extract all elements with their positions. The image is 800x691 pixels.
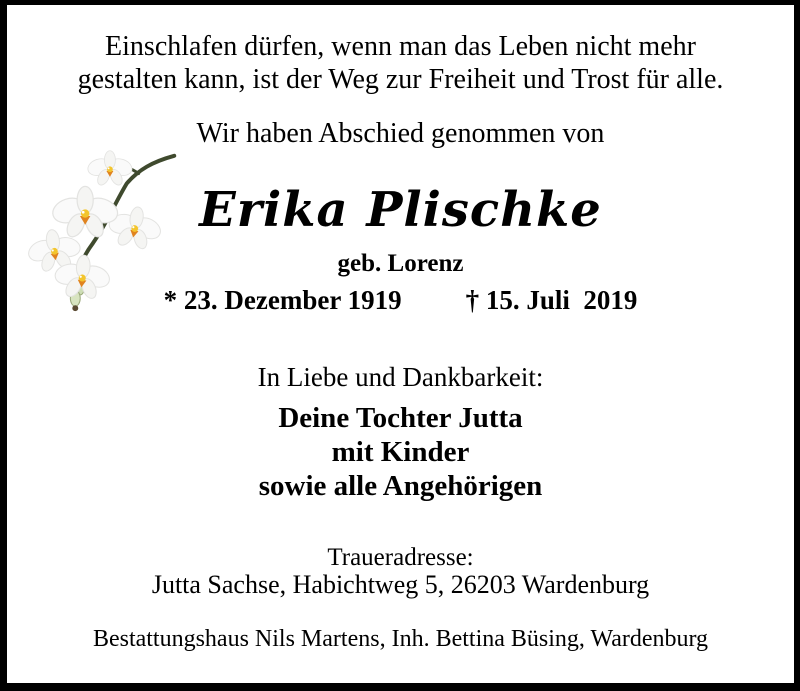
life-dates	[7, 285, 794, 316]
family-line-3: sowie alle Angehörigen	[258, 470, 543, 502]
funeral-home: Bestattungshaus Nils Martens, Inh. Bettina Büsing, Wardenburg	[92, 626, 709, 652]
farewell-intro: Wir haben Abschied genommen von	[196, 118, 605, 149]
family-line-2: mit Kinder	[331, 436, 470, 468]
closing-words: In Liebe und Dankbarkeit:	[257, 362, 544, 392]
maiden-name: geb. Lorenz	[337, 250, 464, 277]
death-date: † 15. Juli 2019	[465, 285, 638, 315]
mourning-family	[7, 401, 794, 503]
verse-line-2: gestalten kann, ist der Weg zur Freiheit und Trost für alle.	[77, 64, 724, 95]
mourning-address: Jutta Sachse, Habichtweg 5, 26203 Wardenburg	[151, 570, 650, 599]
mourning-address-label: Traueradresse:	[327, 544, 474, 571]
family-line-1: Deine Tochter Jutta	[278, 402, 523, 434]
verse-line-1: Einschlafen dürfen, wenn man das Leben nicht mehr	[105, 31, 696, 62]
birth-date: * 23. Dezember 1919	[163, 285, 402, 315]
deceased-name: Erika Plischke	[199, 182, 602, 238]
opening-verse	[7, 30, 794, 96]
